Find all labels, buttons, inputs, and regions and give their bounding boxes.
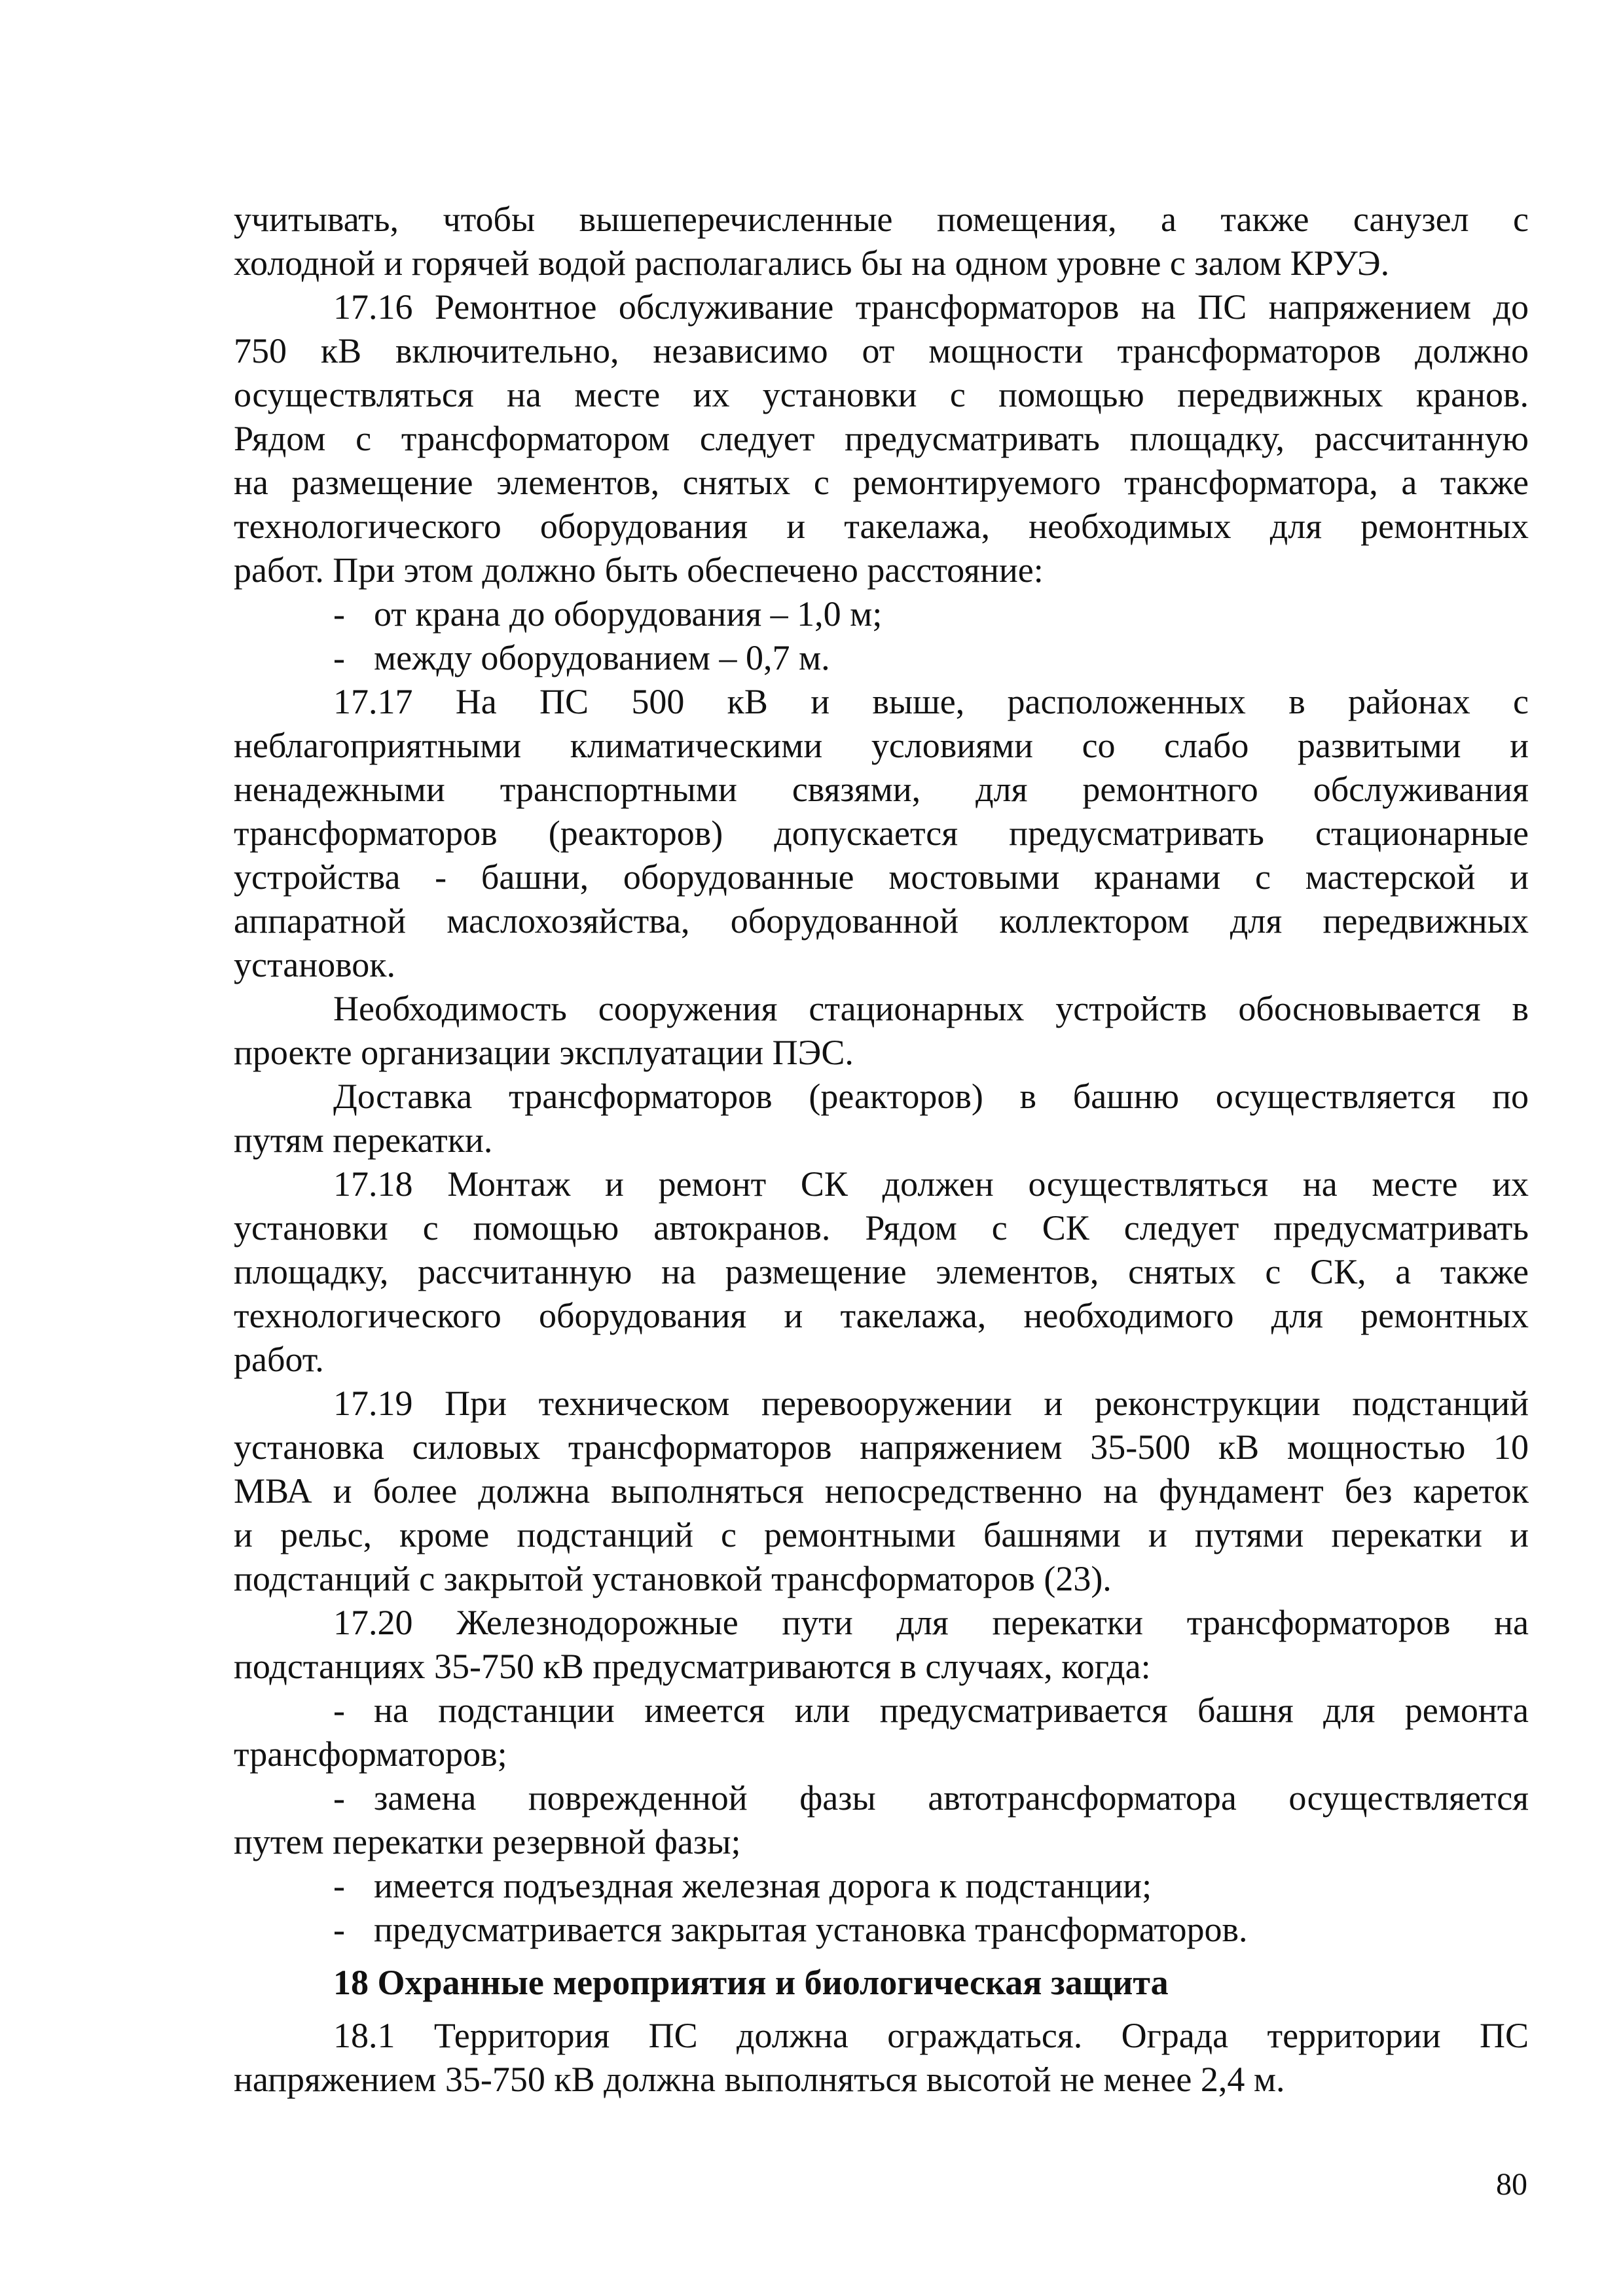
list-item-text: от крана до оборудования – 1,0 м;: [374, 594, 883, 634]
list-item: [234, 1689, 1529, 1732]
text-line: путям перекатки.: [234, 1121, 493, 1160]
text-line: неблагоприятными климатическими условиями со слабо развитыми и: [234, 726, 1529, 765]
text-line: трансформаторов (реакторов) допускается предусматривать стационарные: [234, 814, 1529, 853]
text-line: площадку, рассчитанную на размещение элементов, снятых с СК, а также: [234, 1252, 1529, 1291]
text-line: технологического оборудования и такелажа, необходимого для ремонтных: [234, 1296, 1529, 1335]
text-line: холодной и горячей водой располагались бы на одном уровне с залом КРУЭ.: [234, 243, 1390, 283]
text-line: подстанций с закрытой установкой трансформаторов (23).: [234, 1559, 1112, 1598]
paragraph-17-17-first-line: 17.17 На ПС 500 кВ и выше, расположенных в районах с: [333, 682, 1529, 721]
paragraph-18-1-first-line: 18.1 Территория ПС должна ограждаться. Ограда территории ПС: [333, 2016, 1529, 2055]
text-line: и рельс, кроме подстанций с ремонтными башнями и путями перекатки и: [234, 1515, 1529, 1554]
text-line: осуществляться на месте их установки с помощью передвижных кранов.: [234, 375, 1529, 414]
text-line: установок.: [234, 945, 395, 984]
dash-marker: -: [333, 1778, 345, 1818]
text-line: учитывать, чтобы вышеперечисленные помещения, а также санузел с: [234, 200, 1529, 239]
paragraph-17-18-first-line: 17.18 Монтаж и ремонт СК должен осуществляться на месте их: [333, 1164, 1529, 1204]
text-line: путем перекатки резервной фазы;: [234, 1822, 741, 1861]
text-line: 750 кВ включительно, независимо от мощности трансформаторов должно: [234, 331, 1529, 370]
list-item: [234, 1776, 1529, 1820]
paragraph-first-line: Доставка трансформаторов (реакторов) в башню осуществляется по: [333, 1077, 1529, 1116]
list-item-text: между оборудованием – 0,7 м.: [374, 638, 830, 677]
text-line: напряжением 35-750 кВ должна выполняться высотой не менее 2,4 м.: [234, 2060, 1285, 2099]
text-line: работ.: [234, 1340, 324, 1379]
list-item: [234, 1908, 1529, 1952]
list-item: [234, 592, 1529, 636]
page-body: [234, 198, 1529, 2102]
text-line: Рядом с трансформатором следует предусматривать площадку, рассчитанную: [234, 419, 1529, 458]
dash-marker: -: [333, 1910, 345, 1949]
text-line: ненадежными транспортными связями, для ремонтного обслуживания: [234, 770, 1529, 809]
page-number: 80: [1496, 2167, 1527, 2202]
text-line: подстанциях 35-750 кВ предусматриваются в случаях, когда:: [234, 1647, 1151, 1686]
text-line: аппаратной маслохозяйства, оборудованной коллектором для передвижных: [234, 901, 1529, 941]
text-line: технологического оборудования и такелажа, необходимых для ремонтных: [234, 507, 1529, 546]
dash-marker: -: [333, 638, 345, 677]
list-item-text: замена поврежденной фазы автотрансформатора осуществляется: [374, 1778, 1529, 1818]
list-item: [234, 636, 1529, 680]
text-line: проекте организации эксплуатации ПЭС.: [234, 1033, 854, 1072]
list-item-text: на подстанции имеется или предусматривается башня для ремонта: [374, 1691, 1529, 1730]
dash-marker: -: [333, 1691, 345, 1730]
paragraph-17-16-first-line: 17.16 Ремонтное обслуживание трансформаторов на ПС напряжением до: [333, 287, 1529, 327]
text-line: работ. При этом должно быть обеспечено расстояние:: [234, 550, 1044, 590]
section-heading: 18 Охранные мероприятия и биологическая защита: [333, 1963, 1169, 2002]
text-line: трансформаторов;: [234, 1734, 507, 1774]
text-line: МВА и более должна выполняться непосредственно на фундамент без кареток: [234, 1471, 1529, 1511]
paragraph-17-19-first-line: 17.19 При техническом перевооружении и реконструкции подстанций: [333, 1384, 1529, 1423]
list-item-text: имеется подъездная железная дорога к подстанции;: [374, 1866, 1152, 1905]
dash-marker: -: [333, 1866, 345, 1905]
dash-marker: -: [333, 594, 345, 634]
text-line: устройства - башни, оборудованные мостовыми кранами с мастерской и: [234, 857, 1529, 897]
text-line: установка силовых трансформаторов напряжением 35-500 кВ мощностью 10: [234, 1427, 1529, 1467]
text-line: установки с помощью автокранов. Рядом с СК следует предусматривать: [234, 1208, 1529, 1247]
paragraph-first-line: Необходимость сооружения стационарных устройств обосновывается в: [333, 989, 1529, 1028]
list-item-text: предусматривается закрытая установка трансформаторов.: [374, 1910, 1248, 1949]
paragraph-17-20-first-line: 17.20 Железнодорожные пути для перекатки трансформаторов на: [333, 1603, 1529, 1642]
text-line: на размещение элементов, снятых с ремонтируемого трансформатора, а также: [234, 463, 1529, 502]
list-item: [234, 1864, 1529, 1908]
